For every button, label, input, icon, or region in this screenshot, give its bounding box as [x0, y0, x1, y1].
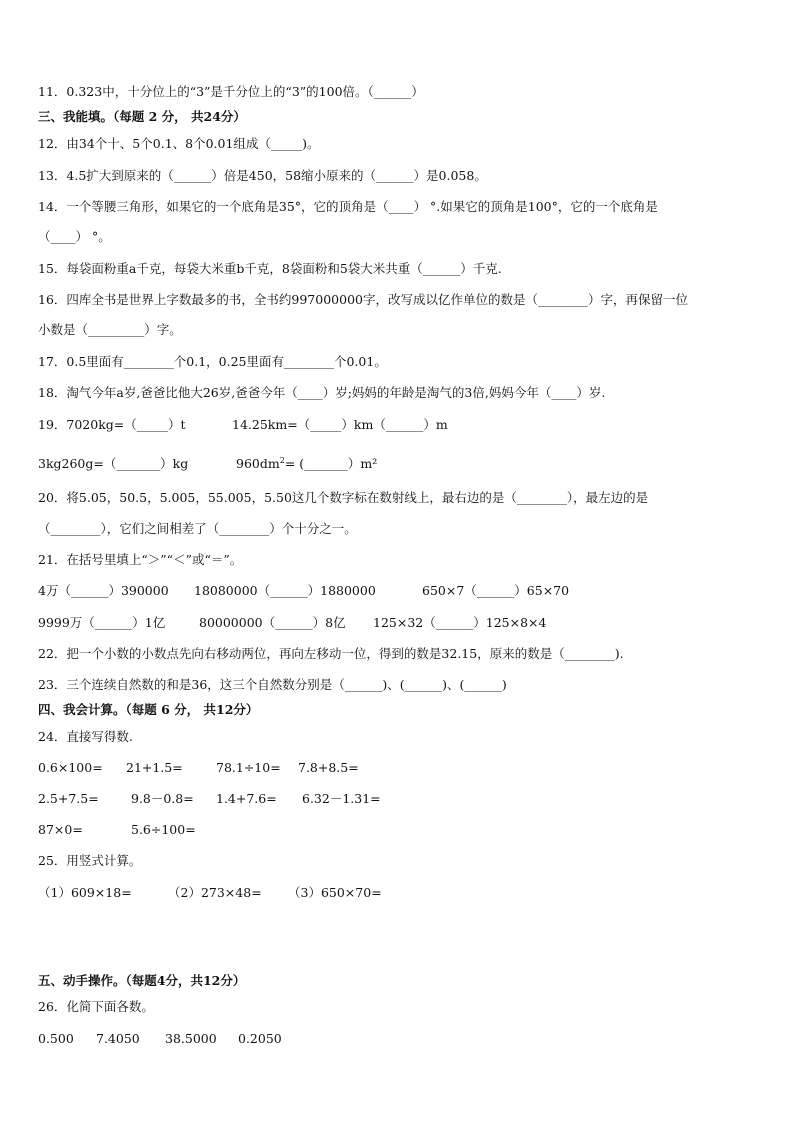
question-21-row2 — [38, 615, 546, 631]
q24-item: 78.1÷10= — [216, 760, 281, 775]
question-12: 12．由34个十、5个0.1、8个0.01组成（_____)。 — [38, 136, 320, 151]
q21-item: 125×32（______）125×8×4 — [373, 615, 547, 630]
question-23: 23．三个连续自然数的和是36，这三个自然数分别是（______)、(______)、(______) — [38, 677, 507, 692]
question-14-line1: 14．一个等腰三角形，如果它的一个底角是35°，它的顶角是（____） °.如果它的顶角是100°，它的一个底角是 — [38, 199, 658, 214]
question-16-line2: 小数是（_________）字。 — [38, 322, 182, 337]
question-19-row1-a: 19．7020kg=（_____）t — [38, 417, 186, 432]
question-19-row2-b — [236, 456, 377, 472]
question-19-row1-b: 14.25km=（_____）km（______）m — [232, 417, 448, 432]
question-19-row2-a: 3kg260g=（_______）kg — [38, 456, 189, 471]
q24-item: 5.6÷100= — [131, 822, 196, 837]
section-4-heading: 四、我会计算。（每题 6 分， 共12分） — [38, 702, 259, 717]
question-18: 18．淘气今年a岁,爸爸比他大26岁,爸爸今年（____）岁;妈妈的年龄是淘气的3倍,妈妈今年（____）岁. — [38, 385, 606, 400]
q25-item: （1）609×18= — [38, 885, 132, 900]
q24-item: 9.8－0.8= — [131, 791, 194, 806]
q26-item: 7.4050 — [96, 1031, 140, 1046]
q26-item: 0.500 — [38, 1031, 74, 1046]
section-5-heading: 五、动手操作。（每题4分，共12分） — [38, 973, 246, 988]
question-24: 24．直接写得数. — [38, 729, 133, 744]
question-24-row2 — [38, 791, 381, 807]
q25-item: （2）273×48= — [168, 885, 262, 900]
q21-item: 18080000（______）1880000 — [194, 583, 376, 598]
q26-item: 38.5000 — [165, 1031, 217, 1046]
q21-item: 4万（______）390000 — [38, 583, 169, 598]
question-17: 17．0.5里面有________个0.1，0.25里面有________个0.01。 — [38, 354, 387, 369]
q24-item: 6.32－1.31= — [302, 791, 381, 806]
q24-item: 1.4+7.6= — [216, 791, 277, 806]
question-20-line2: （________），它们之间相差了（________）个十分之一。 — [38, 521, 357, 536]
question-21-row1 — [38, 583, 569, 599]
q21-item: 9999万（______）1亿 — [38, 615, 166, 630]
q24-item: 87×0= — [38, 822, 83, 837]
question-22: 22．把一个小数的小数点先向右移动两位，再向左移动一位，得到的数是32.15，原来的数是（________). — [38, 646, 624, 661]
q26-item: 0.2050 — [238, 1031, 282, 1046]
q19-dm-rest: = (_______）m² — [284, 456, 378, 471]
question-26: 26．化简下面各数。 — [38, 999, 154, 1014]
question-20-line1: 20．将5.05，50.5，5.005，55.005，5.50这几个数字标在数射线上，最右边的是（________），最左边的是 — [38, 490, 649, 505]
q24-item: 7.8+8.5= — [298, 760, 359, 775]
q21-item: 80000000（______）8亿 — [199, 615, 346, 630]
q24-item: 2.5+7.5= — [38, 791, 99, 806]
question-21: 21．在括号里填上“＞”“＜”或“＝”。 — [38, 552, 243, 567]
question-25-row — [38, 885, 382, 901]
q24-item: 0.6×100= — [38, 760, 103, 775]
question-24-row3 — [38, 822, 196, 838]
q24-item: 21+1.5= — [126, 760, 183, 775]
question-11: 11．0.323中，十分位上的“3”是千分位上的“3”的100倍。（______） — [38, 84, 424, 99]
question-14-line2: （____） °。 — [38, 229, 111, 244]
question-15: 15．每袋面粉重a千克，每袋大米重b千克，8袋面粉和5袋大米共重（______）千克. — [38, 261, 502, 276]
q19-dm-value: 960dm — [236, 456, 280, 471]
q19-superscript: 2 — [279, 455, 285, 465]
question-24-row1 — [38, 760, 359, 776]
q21-item: 650×7（______）65×70 — [422, 583, 570, 598]
question-16-line1: 16．四库全书是世界上字数最多的书，全书约997000000字，改写成以亿作单位的数是（________）字，再保留一位 — [38, 292, 688, 307]
section-3-heading: 三、我能填。（每题 2 分， 共24分） — [38, 109, 246, 124]
question-13: 13．4.5扩大到原来的（______）倍是450，58缩小原来的（______）是0.058。 — [38, 168, 487, 183]
q25-item: （3）650×70= — [288, 885, 382, 900]
question-25: 25．用竖式计算。 — [38, 853, 142, 868]
question-26-row — [38, 1031, 282, 1047]
